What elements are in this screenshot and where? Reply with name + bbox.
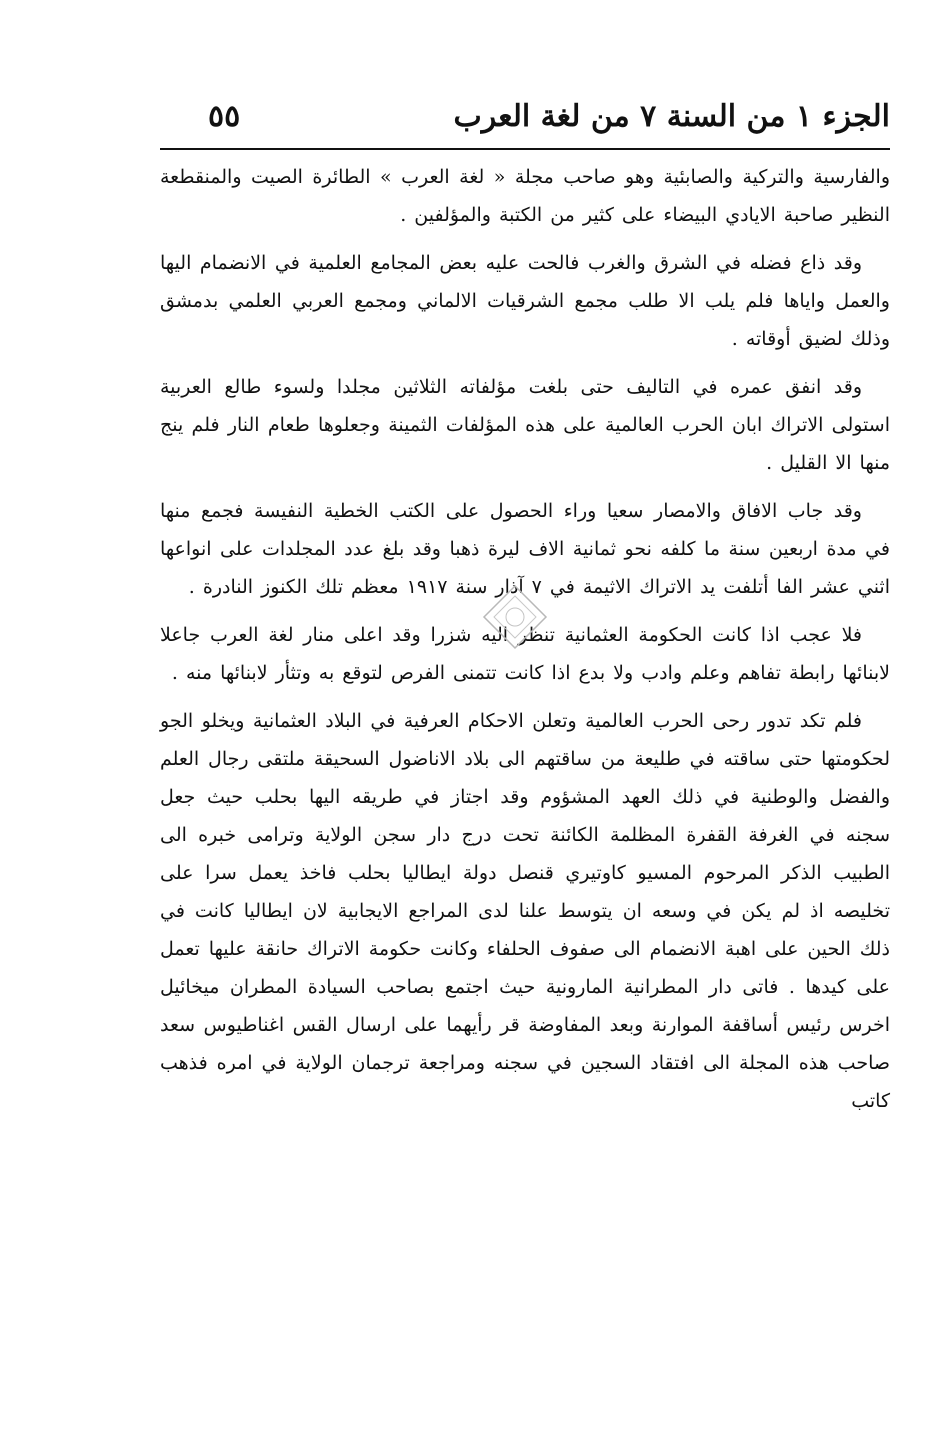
running-header: [160, 88, 890, 146]
header-title: الجزء ١ من السنة ٧ من لغة العرب: [453, 99, 890, 134]
page-number: ٥٥: [208, 99, 241, 134]
body-text: [160, 158, 890, 1130]
paragraph-1: والفارسية والتركية والصابئية وهو صاحب مجلة « لغة العرب » الطائرة الصيت والمنقطعة النظير صاحبة الايادي البيضاء على كثير من الكتبة والمؤلفين .: [160, 166, 890, 226]
paragraph-6: فلم تكد تدور رحى الحرب العالمية وتعلن الاحكام العرفية في البلاد العثمانية ويخلو الجو لحكومتها حتى ساقته في طليعة من ساقتهم الى بلاد الاناضول السحيقة ملتقى رجال العلم والفضل والوطنية في ذلك العهد المشؤوم وقد اجتاز في طريقه اليها بحلب حيث جعل سجنه في الغرفة القفرة المظلمة الكائنة تحت درج دار سجن الولاية وترامى خبره الى الطبيب الذكر المرحوم المسيو كاوتيري قنصل دولة ايطاليا بحلب فاخذ يعمل سرا على تخليصه اذ لم يكن في وسعه ان يتوسط علنا لدى المراجع الايجابية لان ايطاليا كانت في ذلك الحين على اهبة الانضمام الى صفوف الحلفاء وكانت حكومة الاتراك حانقة عليها تعمل على كيدها . فاتى دار المطرانية المارونية حيث اجتمع بصاحب السيادة المطران ميخائيل اخرس رئيس أساقفة الموارنة وبعد المفاوضة قر رأيهما على ارسال القس اغناطيوس سعد صاحب هذه المجلة الى افتقاد السجين في سجنه ومراجعة ترجمان الولاية في امره فذهب كاتب: [160, 710, 890, 1112]
paragraph-3: وقد انفق عمره في التاليف حتى بلغت مؤلفاته الثلاثين مجلدا ولسوء طالع العربية استولى الاتراك ابان الحرب العالمية على هذه المؤلفات الثمينة وجعلوها طعام النار فلم ينج منها الا القليل .: [160, 376, 890, 474]
paragraph-4: وقد جاب الافاق والامصار سعيا وراء الحصول على الكتب الخطية النفيسة فجمع منها في مدة اربعين سنة ما كلفه نحو ثمانية الاف ليرة ذهبا وقد بلغ عدد المجلدات على انواعها اثني عشر الفا أتلفت يد الاتراك الاثيمة في ٧ آذار سنة ١٩١٧ معظم تلك الكنوز النادرة .: [160, 500, 890, 598]
header-divider: [160, 148, 890, 150]
paragraph-2: وقد ذاع فضله في الشرق والغرب فالحت عليه بعض المجامع العلمية في الانضمام اليها والعمل واياها فلم يلب الا طلب مجمع الشرقيات الالماني ومجمع العربي العلمي بدمشق وذلك لضيق أوقاته .: [160, 252, 890, 350]
paragraph-5: فلا عجب اذا كانت الحكومة العثمانية تنظر اليه شزرا وقد اعلى منار لغة العرب جاعلا لابنائها رابطة تفاهم وعلم وادب ولا بدع اذا كانت تتمنى الفرص لتوقع به وتثأر لابنائها منه .: [160, 624, 890, 684]
